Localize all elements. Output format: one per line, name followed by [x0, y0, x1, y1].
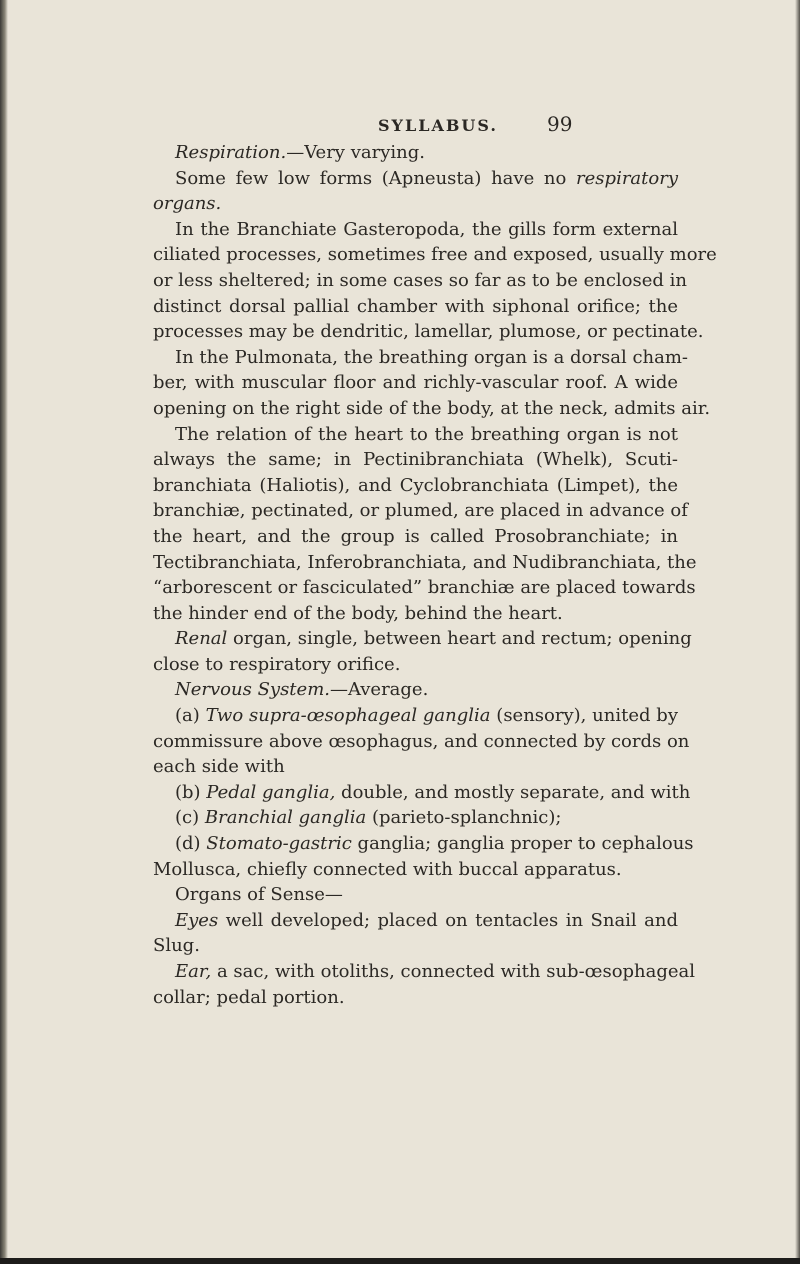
text-line [153, 933, 678, 959]
text-line [153, 550, 697, 576]
text-segment: collar; pedal portion. [153, 986, 345, 1008]
italic-text: Two supra-œsophageal ganglia [205, 705, 491, 727]
text-segment: “arborescent or fasciculated” branchiæ are placed towards [153, 577, 696, 599]
text-segment: ciliated processes, sometimes free and exposed, usually more [153, 244, 717, 266]
text-line [153, 959, 696, 985]
text-line [153, 294, 678, 320]
text-segment: the hinder end of the body, behind the heart. [153, 602, 563, 624]
italic-text: respiratory [576, 167, 678, 189]
text-segment: (a) [175, 705, 206, 727]
text-segment: processes may be dendritic, lamellar, plumose, or pectinate. [153, 321, 704, 343]
text-line [153, 422, 678, 448]
text-segment: always the same; in Pectinibranchiata (Whelk), Scuti- [153, 449, 678, 471]
text-segment: a sac, with otoliths, connected with sub-œsophageal [211, 961, 696, 982]
page-binding-edge [0, 0, 8, 1264]
italic-text: Pedal ganglia, [206, 781, 336, 803]
text-line [153, 473, 678, 499]
text-segment: Some few low forms (Apneusta) have no [175, 167, 577, 189]
text-line [153, 345, 688, 371]
text-line [153, 498, 688, 524]
text-segment: —Average. [329, 679, 429, 701]
text-segment: (parieto-splanchnic); [366, 807, 562, 829]
text-segment: ganglia; ganglia proper to cephalous [351, 833, 694, 855]
text-line [153, 729, 690, 755]
text-line [153, 447, 678, 473]
text-line [153, 268, 688, 294]
text-line [153, 908, 678, 934]
bottom-edge [0, 1258, 800, 1264]
text-line [153, 191, 678, 217]
text-line [153, 242, 717, 268]
text-line [153, 166, 678, 192]
text-line [153, 754, 678, 780]
italic-text: Stomato-gastric [206, 833, 352, 855]
text-segment: The relation of the heart to the breathing organ is not [175, 423, 678, 445]
page-number: 99 [547, 112, 573, 136]
italic-text: Nervous System. [175, 679, 330, 701]
text-line [153, 601, 678, 627]
text-line [153, 857, 678, 883]
italic-text: Branchial ganglia [204, 807, 367, 829]
italic-text: Ear, [175, 961, 212, 982]
text-segment: commissure above œsophagus, and connected by cords on [153, 730, 690, 752]
text-line [153, 652, 678, 678]
text-line [153, 319, 704, 345]
text-line [153, 780, 691, 806]
text-segment: Slug. [153, 935, 200, 957]
text-segment: double, and mostly separate, and with [335, 781, 691, 803]
page-header [0, 112, 800, 142]
text-segment: (b) [175, 781, 207, 803]
text-line [153, 626, 692, 652]
text-segment: well developed; placed on tentacles in Snail and [218, 909, 678, 931]
text-segment: branchiæ, pectinated, or plumed, are placed in advance of [153, 500, 688, 522]
page-right-edge [795, 0, 800, 1264]
running-title: SYLLABUS. [378, 116, 498, 135]
text-segment: —Very varying. [286, 142, 425, 163]
text-line [153, 805, 678, 831]
text-segment: Mollusca, chiefly connected with buccal apparatus. [153, 858, 622, 880]
text-segment: In the Branchiate Gasteropoda, the gills form external [175, 218, 678, 240]
italic-text: organs. [153, 193, 222, 215]
text-segment: In the Pulmonata, the breathing organ is a dorsal cham- [175, 346, 688, 368]
text-segment: each side with [153, 756, 285, 778]
text-line [153, 396, 711, 422]
text-line [153, 677, 678, 703]
text-line [153, 370, 678, 396]
text-segment: ber, with muscular floor and richly-vascular roof. A wide [153, 372, 678, 394]
text-segment: branchiata (Haliotis), and Cyclobranchiata (Limpet), the [153, 474, 678, 496]
text-segment: (c) [175, 807, 205, 829]
italic-text: Eyes [175, 909, 219, 931]
text-line [153, 575, 696, 601]
text-line [153, 703, 678, 729]
text-segment: or less sheltered; in some cases so far as to be enclosed in [153, 269, 688, 291]
text-line [153, 217, 678, 243]
text-line [153, 882, 678, 908]
text-segment: Tectibranchiata, Inferobranchiata, and Nudibranchiata, the [153, 551, 697, 573]
text-segment: opening on the right side of the body, at the neck, admits air. [153, 397, 711, 419]
text-line [153, 985, 678, 1011]
text-line [153, 140, 678, 166]
text-segment: the heart, and the group is called Prosobranchiate; in [153, 525, 678, 547]
italic-text: Respiration. [175, 142, 287, 163]
italic-text: Renal [175, 628, 228, 650]
text-segment: (d) [175, 833, 207, 855]
text-segment: close to respiratory orifice. [153, 653, 401, 675]
text-segment: distinct dorsal pallial chamber with siphonal orifice; the [153, 295, 678, 317]
text-line [153, 524, 678, 550]
text-line [153, 831, 694, 857]
text-segment: organ, single, between heart and rectum; opening [227, 628, 692, 650]
body-text [153, 140, 717, 1010]
text-segment: (sensory), united by [490, 705, 678, 727]
text-segment: Organs of Sense— [175, 884, 343, 906]
